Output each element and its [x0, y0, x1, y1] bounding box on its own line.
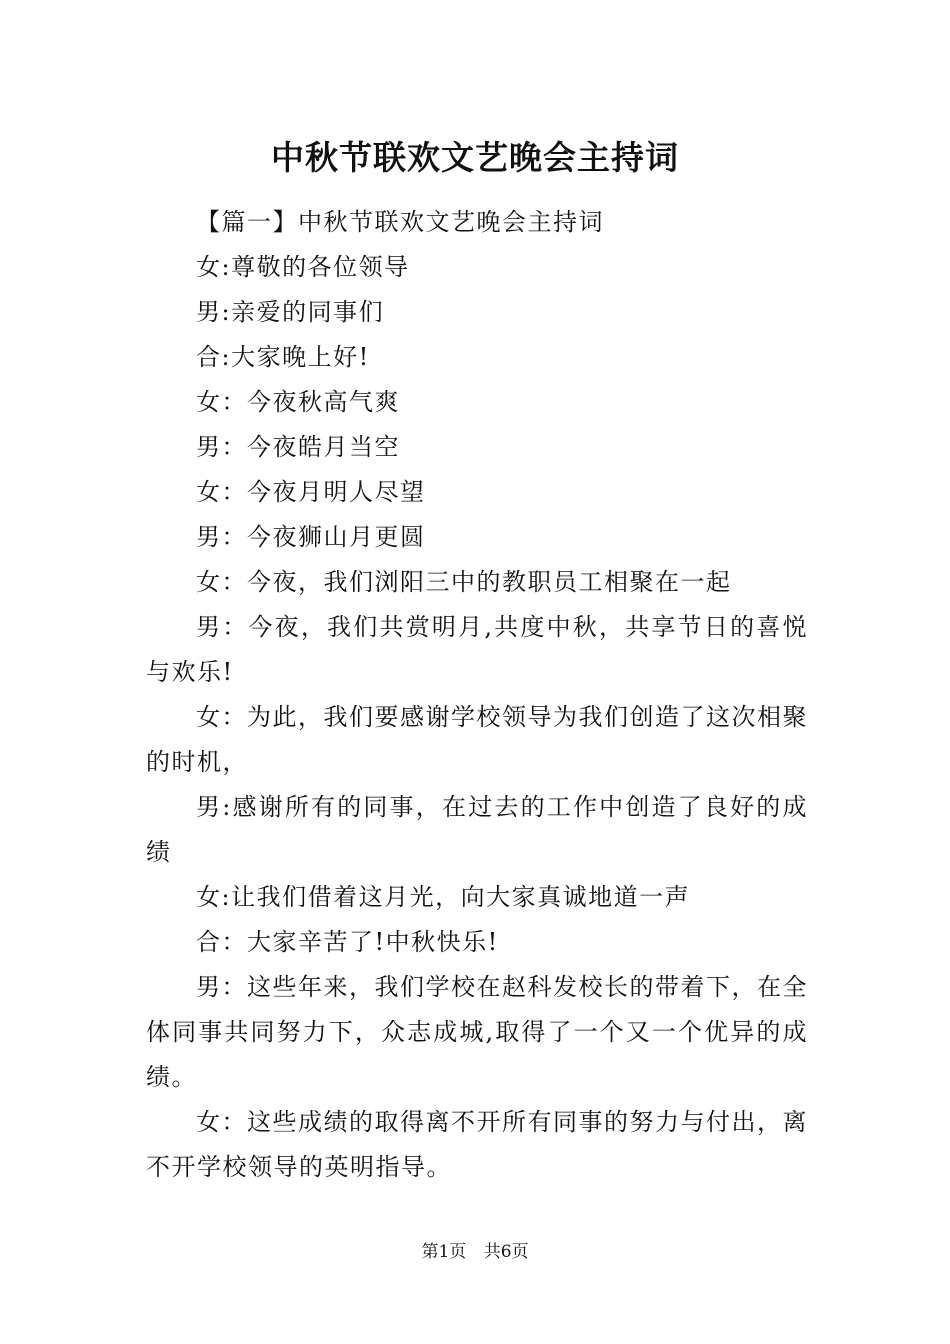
paragraph: 合：大家辛苦了!中秋快乐! — [196, 928, 499, 956]
page-number: 第1页 — [421, 1242, 467, 1262]
paragraph: 男：这些年来，我们学校在赵科发校长的带着下，在全体同事共同努力下，众志成城,取得了一个又一个优异的成绩。 — [146, 973, 808, 1091]
paragraph: 男:感谢所有的同事，在过去的工作中创造了良好的成绩 — [146, 793, 808, 866]
document-title: 中秋节联欢文艺晚会主持词 — [271, 138, 679, 177]
paragraph: 女：今夜秋高气爽 — [196, 388, 400, 416]
paragraph: 女：这些成绩的取得离不开所有同事的努力与付出，离不开学校领导的英明指导。 — [146, 1108, 808, 1181]
paragraph: 合:大家晚上好! — [196, 343, 370, 371]
paragraph: 女：今夜，我们浏阳三中的教职员工相聚在一起 — [196, 568, 732, 596]
paragraph: 男：今夜，我们共赏明月,共度中秋，共享节日的喜悦与欢乐! — [146, 613, 808, 686]
paragraph: 男：今夜狮山月更圆 — [196, 523, 426, 551]
page-total: 共6页 — [483, 1242, 529, 1262]
paragraph: 女：为此，我们要感谢学校领导为我们创造了这次相聚的时机， — [146, 703, 808, 776]
paragraph-section-heading: 【篇一】中秋节联欢文艺晚会主持词 — [196, 208, 604, 236]
page-footer — [0, 1240, 950, 1264]
paragraph: 女:尊敬的各位领导 — [196, 253, 410, 281]
paragraph: 女：今夜月明人尽望 — [196, 478, 426, 506]
paragraph: 男:亲爱的同事们 — [196, 298, 385, 326]
paragraph: 女:让我们借着这月光，向大家真诚地道一声 — [196, 883, 691, 911]
paragraph: 男：今夜皓月当空 — [196, 433, 400, 461]
document-body — [146, 200, 808, 1190]
